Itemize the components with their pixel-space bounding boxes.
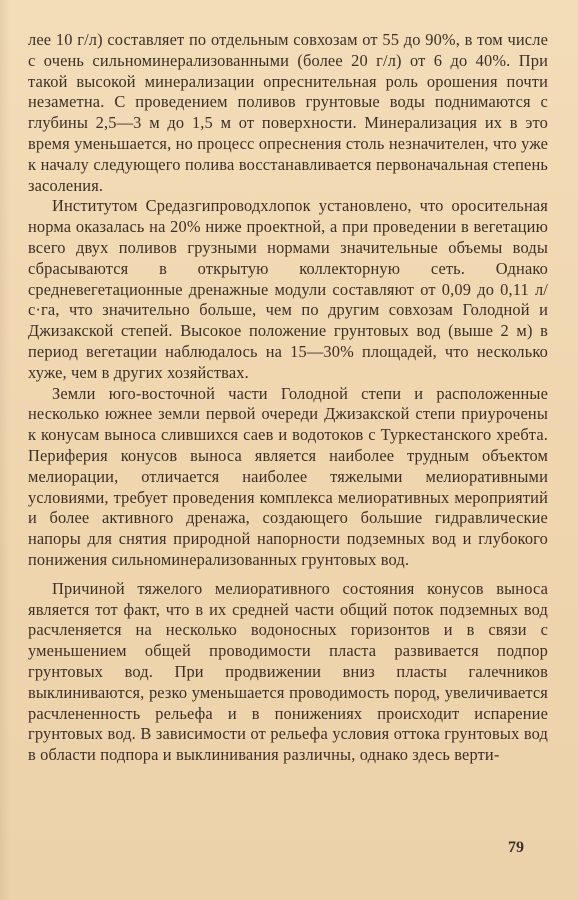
page-number: 79	[508, 839, 524, 856]
paragraph-4: Причиной тяжелого мелиоративного состояния конусов выноса является тот факт, что в их средней части общий поток подземных вод расчленяется на несколько водоносных горизонтов и в связи с уменьшением общей проводимости пласта развивается подпор грунтовых вод. При продвижении вниз пласты галечников выклиниваются, резко уменьшается проводимость пород, увеличивается расчлененность рельефа и в понижениях происходит испарение грунтовых вод. В зависимости от рельефа условия оттока грунтовых вод в области подпора и выклинивания различны, однако здесь верти-	[28, 578, 548, 765]
paragraph-3: Земли юго-восточной части Голодной степи и расположенные несколько южнее земли первой очереди Джизакской степи приурочены к конусам выноса слившихся саев и водотоков с Туркестанского хребта. Периферия конусов выноса является наиболее трудным объектом мелиорации, отличается наиболее тяжелыми мелиоративными условиями, требует проведения комплекса мелиоративных мероприятий и более активного дренажа, создающего большие гидравлические напоры для снятия природной напорности подземных вод и глубокого понижения сильноминерализованных грунтовых вод.	[28, 383, 548, 569]
paragraph-1: лее 10 г/л) составляет по отдельным совхозам от 55 до 90%, в том числе с очень сильноминерализованными (более 20 г/л) от 6 до 40%. При такой высокой минерализации опреснительная роль орошения почти незаметна. С проведением поливов грунтовые воды поднимаются с глубины 2,5—3 м до 1,5 м от поверхности. Минерализация их в это время уменьшается, но процесс опреснения столь незначителен, что уже к началу следующего полива восстанавливается первоначальная степень засоления.	[28, 30, 548, 195]
paragraph-2: Институтом Средазгипроводхлопок установлено, что оросительная норма оказалась на 20% ниже проектной, а при проведении в вегетацию всего двух поливов грузными нормами значительные объемы воды сбрасываются в открытую коллекторную сеть. Однако средневегетационные дренажные модули составляют от 0,09 до 0,11 л/с·га, что значительно больше, чем по другим совхозам Голодной и Джизакской степей. Высокое положение грунтовых вод (выше 2 м) в период вегетации наблюдалось на 15—30% площадей, что несколько хуже, чем в других хозяйствах.	[28, 196, 548, 382]
page-edge-shadow	[0, 0, 10, 900]
page-body-text	[28, 30, 548, 766]
